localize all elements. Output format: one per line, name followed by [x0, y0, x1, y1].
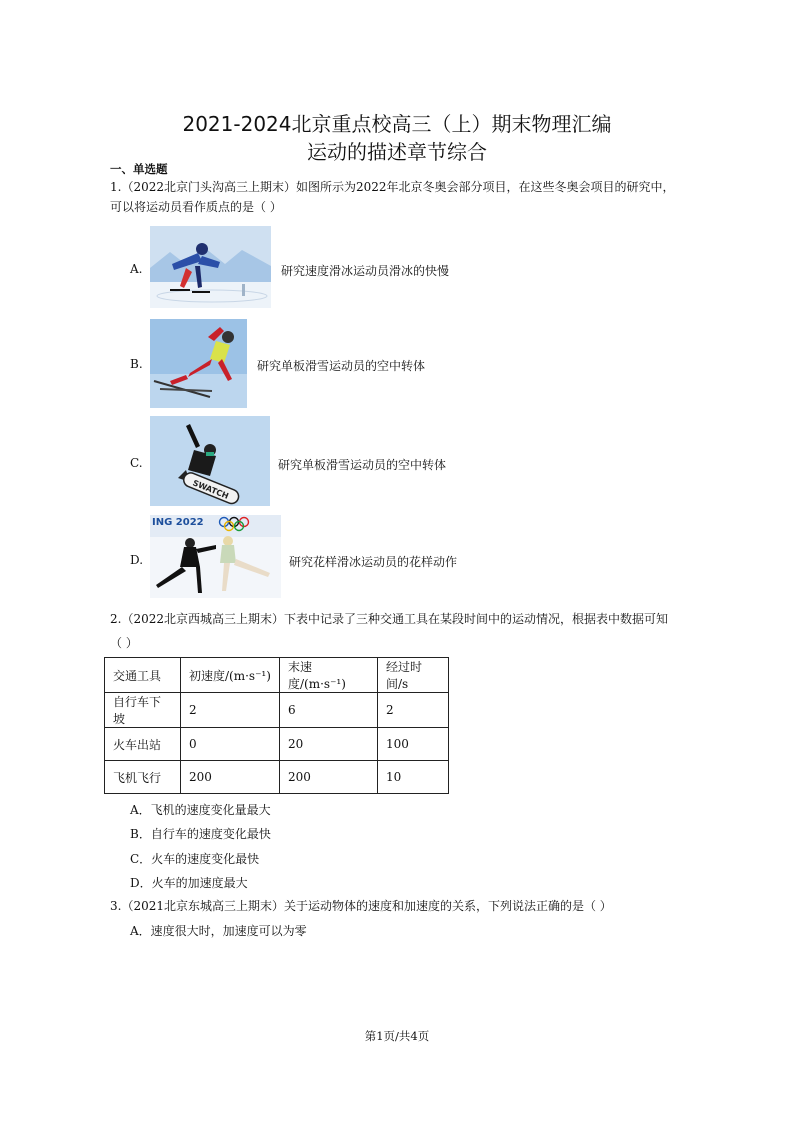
- table-header-cell: 交通工具: [105, 658, 181, 693]
- q2-option-d: D．火车的加速度最大: [130, 876, 248, 890]
- table-header-row: [105, 658, 449, 693]
- table-cell: 200: [181, 761, 280, 794]
- freestyle-skier-image: [150, 319, 247, 408]
- question-3: [110, 896, 690, 916]
- speed-skater-image: [150, 226, 271, 308]
- transport-data-table: [104, 657, 449, 794]
- question-1-stem-line2: 可以将运动员看作质点的是（ ）: [110, 200, 282, 214]
- table-header-cell: 经过时间/s: [378, 658, 449, 693]
- q1-option-d-letter: D.: [130, 553, 144, 567]
- question-3-stem-line1: 3.（2021北京东城高三上期末）关于运动物体的速度和加速度的关系，下列说法正确的是（ ）: [110, 899, 612, 913]
- table-row: [105, 693, 449, 728]
- table-cell: 20: [280, 728, 378, 761]
- question-2-stem-line2: （ ）: [110, 636, 138, 650]
- q1-option-b-letter: B.: [130, 357, 143, 371]
- snowboarder-image: [150, 416, 270, 506]
- figure-skaters-image: [150, 515, 281, 598]
- table-cell: 2: [181, 693, 280, 728]
- table-cell: 10: [378, 761, 449, 794]
- table-cell: 6: [280, 693, 378, 728]
- games-banner-text: ING 2022: [152, 517, 204, 528]
- table-header-cell: 初速度/(m·s⁻¹): [181, 658, 280, 693]
- table-cell: 2: [378, 693, 449, 728]
- table-cell: 0: [181, 728, 280, 761]
- section-heading: 一、单选题: [110, 162, 168, 176]
- q3-option-a: A．速度很大时，加速度可以为零: [130, 924, 307, 938]
- q1-option-a-letter: A.: [130, 262, 143, 276]
- table-cell: 火车出站: [105, 728, 181, 761]
- snowboard-brand: SWATCH: [191, 478, 230, 501]
- table-cell: 200: [280, 761, 378, 794]
- q1-option-b-text: 研究单板滑雪运动员的空中转体: [257, 359, 426, 373]
- table-row: [105, 728, 449, 761]
- question-1-stem-line1: 1.（2022北京门头沟高三上期末）如图所示为2022年北京冬奥会部分项目，在这些冬奥会项目的研究中，: [110, 180, 675, 194]
- q1-option-a-text: 研究速度滑冰运动员滑冰的快慢: [281, 264, 450, 278]
- page-title: 2021-2024北京重点校高三（上）期末物理汇编: [182, 112, 612, 136]
- q2-option-c: C．火车的速度变化最快: [130, 852, 260, 866]
- table-cell: 飞机飞行: [105, 761, 181, 794]
- table-cell: 100: [378, 728, 449, 761]
- q2-option-b: B．自行车的速度变化最快: [130, 827, 271, 841]
- question-2: [110, 609, 690, 653]
- table-cell: 自行车下坡: [105, 693, 181, 728]
- table-row: [105, 761, 449, 794]
- page-subtitle: 运动的描述章节综合: [307, 140, 487, 164]
- q1-option-c-letter: C.: [130, 456, 143, 470]
- table-header-cell: 末速度/(m·s⁻¹): [280, 658, 378, 693]
- q2-option-a: A．飞机的速度变化量最大: [130, 803, 271, 817]
- question-2-stem-line1: 2.（2022北京西城高三上期末）下表中记录了三种交通工具在某段时间中的运动情况，根据表中数据可知: [110, 612, 668, 626]
- q1-option-c-text: 研究单板滑雪运动员的空中转体: [278, 458, 447, 472]
- page-footer: 第1页/共4页: [364, 1029, 430, 1043]
- question-1: [110, 177, 690, 217]
- q1-option-d-text: 研究花样滑冰运动员的花样动作: [289, 555, 458, 569]
